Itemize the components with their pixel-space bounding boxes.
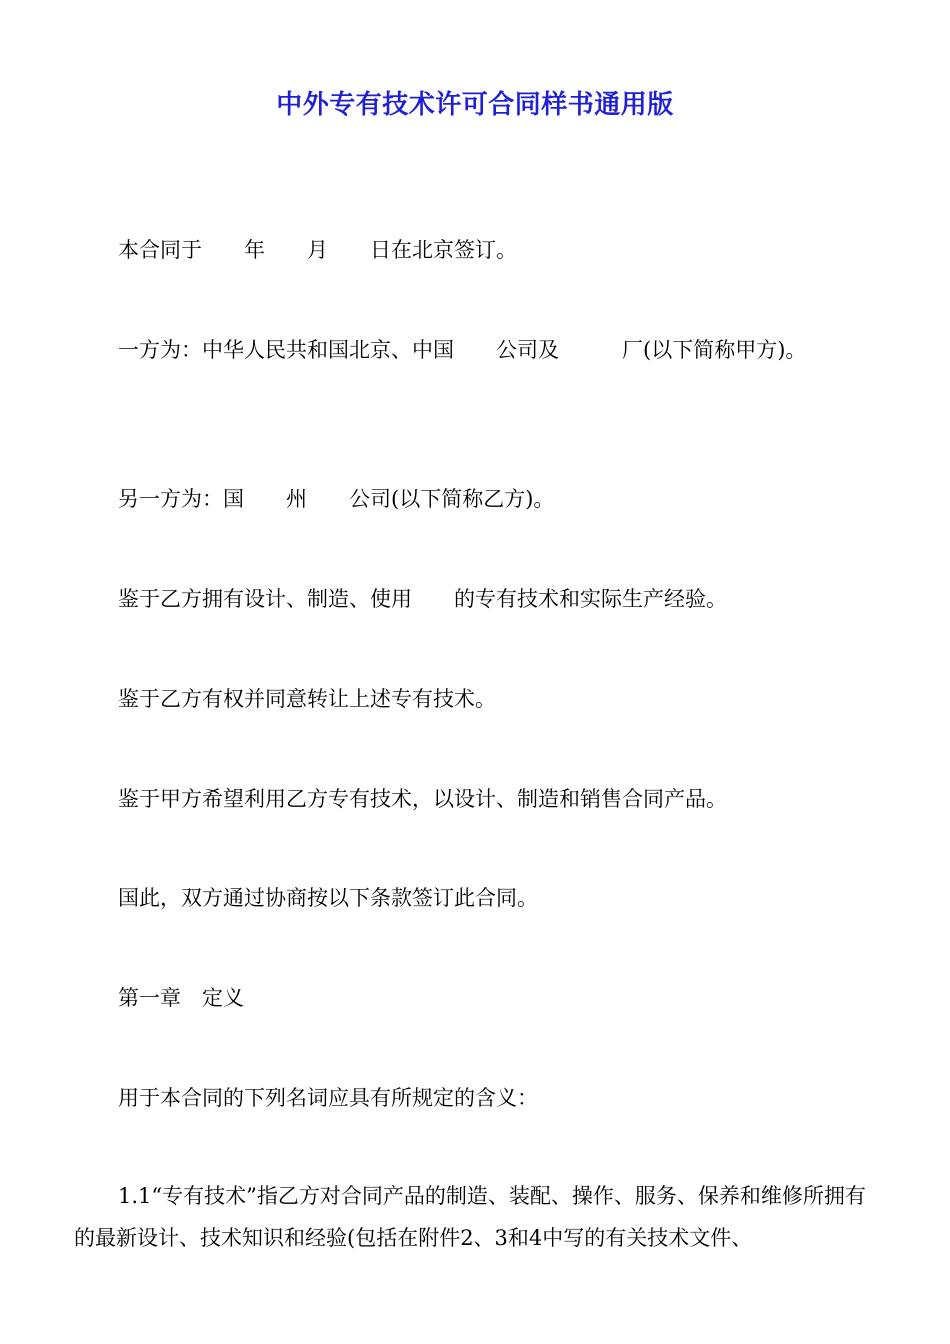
paragraph-agreement: 国此，双方通过协商按以下条款签订此合同。 — [118, 886, 538, 910]
paragraph-whereas-2: 鉴于乙方有权并同意转让上述专有技术。 — [118, 687, 496, 711]
paragraph-whereas-3: 鉴于甲方希望利用乙方专有技术，以设计、制造和销售合同产品。 — [118, 787, 727, 811]
paragraph-signing-date: 本合同于 年 月 日在北京签订。 — [118, 238, 517, 262]
paragraph-whereas-1: 鉴于乙方拥有设计、制造、使用 的专有技术和实际生产经验。 — [118, 587, 727, 611]
paragraph-party-a: 一方为：中华人民共和国北京、中国 公司及 厂(以下简称甲方)。 — [118, 338, 807, 362]
paragraph-party-b: 另一方为：国 州 公司(以下简称乙方)。 — [118, 487, 555, 511]
document-title: 中外专有技术许可合同样书通用版 — [276, 90, 674, 120]
paragraph-definition-1-1: 1.1“专有技术”指乙方对合同产品的制造、装配、操作、服务、保养和维修所拥有的最新设计、技术知识和经验(包括在附件2、3和4中写的有关技术文件、 — [74, 1184, 866, 1250]
chapter-heading: 第一章 定义 — [118, 986, 244, 1010]
paragraph-definitions-intro: 用于本合同的下列名词应具有所规定的含义： — [118, 1086, 538, 1110]
